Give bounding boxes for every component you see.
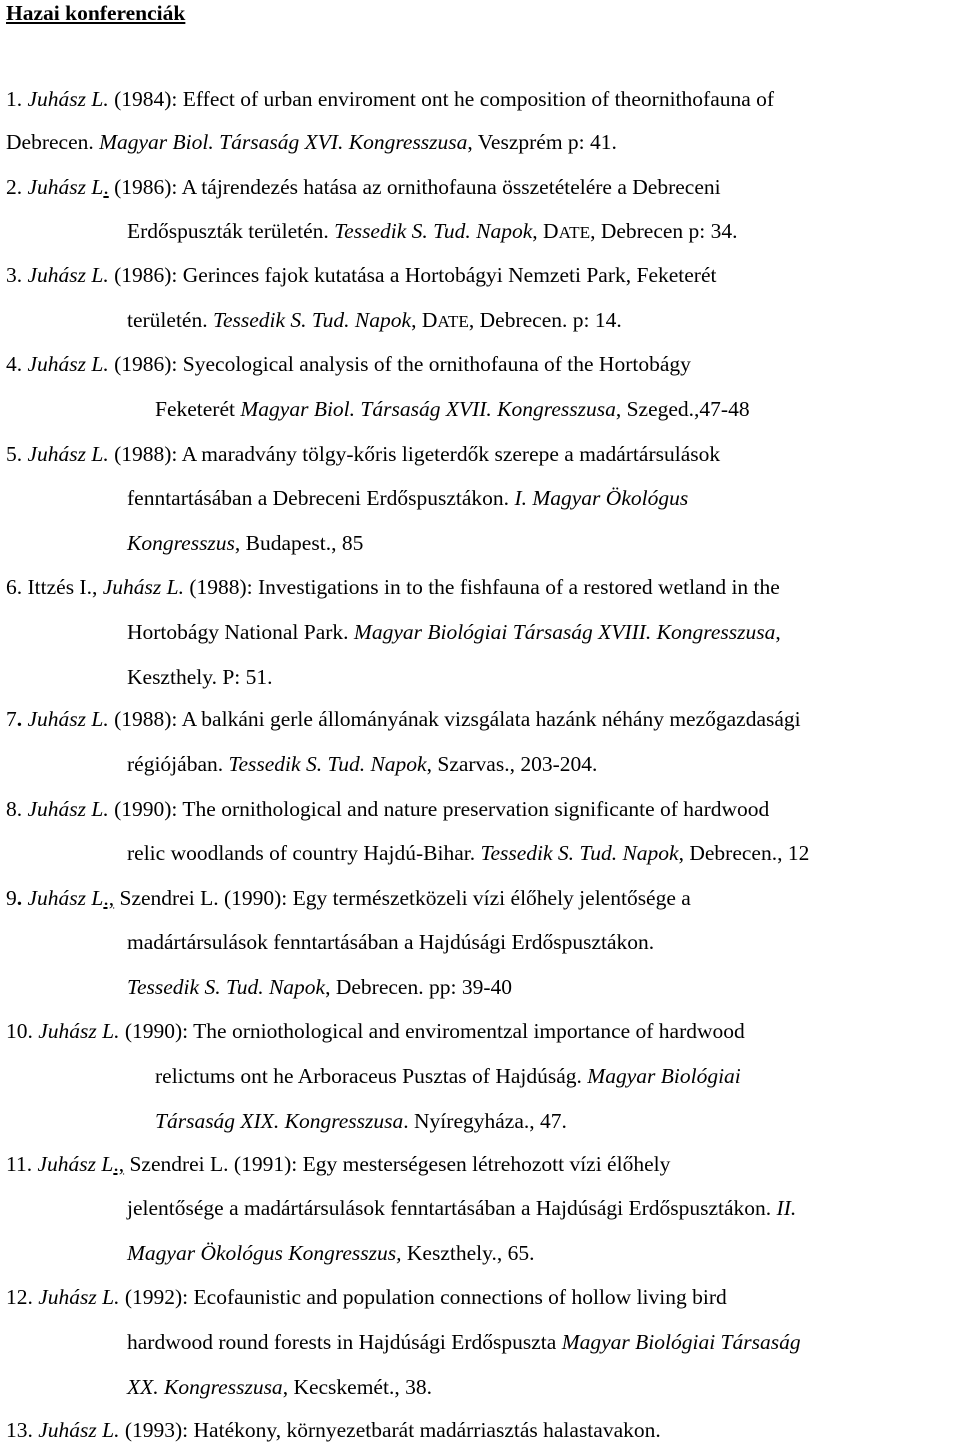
- reference-text: 1.: [6, 87, 28, 111]
- reference-text: 5.: [6, 442, 28, 466]
- reference-text: 11.: [6, 1152, 38, 1176]
- reference-text: Juhász L: [37, 1152, 114, 1176]
- reference-text: Tessedik S. Tud. Napok: [228, 752, 427, 776]
- reference-line: [127, 1329, 801, 1355]
- reference-text: Juhász L: [27, 886, 104, 910]
- reference-text: Magyar Biológiai Társaság: [561, 1330, 801, 1354]
- reference-text: ATE: [558, 223, 591, 242]
- reference-line: [127, 840, 809, 866]
- reference-text: Szendrei L. (1991): Egy mesterségesen létrehozott vízi élőhely: [124, 1152, 671, 1176]
- reference-text: hardwood round forests in Hajdúsági Erdőspuszta: [127, 1330, 562, 1354]
- reference-text: . Nyíregyháza., 47.: [403, 1109, 567, 1133]
- reference-text: ,: [775, 620, 781, 644]
- reference-text: Juhász L.: [27, 442, 109, 466]
- reference-text: (1986): Gerinces fajok kutatása a Hortobágyi Nemzeti Park, Feketerét: [108, 263, 717, 287]
- reference-line: [6, 1018, 745, 1044]
- reference-text: 8.: [6, 797, 28, 821]
- reference-text: Tessedik S. Tud. Napok: [212, 308, 412, 332]
- reference-line: [6, 441, 720, 467]
- reference-text: 13.: [6, 1418, 39, 1442]
- reference-text: (1986): A tájrendezés hatása az ornithofauna összetételére a Debreceni: [108, 175, 721, 199]
- reference-text: (1990): The ornithological and nature preservation significante of hardwood: [108, 797, 770, 821]
- reference-text: Szendrei L. (1990): Egy természetközeli vízi élőhely jelentősége a: [114, 886, 691, 910]
- reference-text: .,: [103, 886, 115, 910]
- reference-text: Feketerét: [155, 397, 241, 421]
- reference-line: [6, 796, 769, 822]
- reference-line: [127, 619, 781, 645]
- reference-text: , Veszprém p: 41.: [467, 130, 617, 154]
- reference-line: [6, 86, 774, 112]
- reference-line: [127, 485, 688, 511]
- reference-line: [127, 530, 363, 556]
- reference-text: Magyar Ökológus Kongresszus,: [127, 1241, 402, 1265]
- reference-text: Juhász L.: [27, 263, 109, 287]
- reference-text: I. Magyar Ökológus: [514, 486, 689, 510]
- reference-text: Juhász L.: [38, 1418, 120, 1442]
- section-heading: Hazai konferenciák: [6, 1, 186, 25]
- reference-text: , Debrecen., 12: [678, 841, 810, 865]
- reference-line: [127, 307, 622, 333]
- reference-text: 7: [6, 707, 17, 731]
- reference-text: Magyar Biológiai Társaság XVIII. Kongresszusa: [353, 620, 776, 644]
- reference-text: Magyar Biol. Társaság XVI. Kongresszusa: [99, 130, 468, 154]
- reference-line: [6, 262, 717, 288]
- reference-text: 10.: [6, 1019, 39, 1043]
- reference-text: II.: [776, 1196, 797, 1220]
- reference-line: [155, 1108, 567, 1134]
- reference-text: (1988): A maradvány tölgy-kőris ligeterdők szerepe a madártársulások: [108, 442, 721, 466]
- reference-text: Juhász L.: [38, 1285, 120, 1309]
- reference-text: relictums ont he Arboraceus Pusztas of Hajdúság.: [155, 1064, 588, 1088]
- reference-text: régiójában.: [127, 752, 229, 776]
- reference-text: (1984): Effect of urban enviroment ont he composition of theornithofauna of: [108, 87, 775, 111]
- reference-text: madártársulások fenntartásában a Hajdúsági Erdőspusztákon.: [127, 930, 655, 954]
- reference-line: [6, 1284, 727, 1310]
- reference-line: [6, 129, 617, 155]
- reference-text: 2.: [6, 175, 28, 199]
- reference-text: ATE: [437, 312, 469, 331]
- reference-text: , Szarvas., 203-204.: [426, 752, 598, 776]
- reference-line: [127, 1240, 534, 1266]
- reference-text: Keszthely. P: 51.: [127, 665, 273, 689]
- reference-line: [127, 1374, 432, 1400]
- reference-line: [6, 706, 801, 732]
- reference-text: (1990): The orniothological and enviromentzal importance of hardwood: [119, 1019, 745, 1043]
- reference-text: , D: [532, 219, 559, 243]
- reference-text: 12.: [6, 1285, 39, 1309]
- reference-line: [127, 1195, 796, 1221]
- reference-text: területén.: [127, 308, 213, 332]
- reference-text: Tessedik S. Tud. Napok: [480, 841, 679, 865]
- reference-text: Magyar Biol. Társaság XVII. Kongresszusa: [240, 397, 616, 421]
- reference-line: [127, 974, 512, 1000]
- reference-text: Debrecen.: [6, 130, 100, 154]
- reference-text: Juhász L.: [27, 707, 109, 731]
- reference-line: [127, 751, 597, 777]
- reference-line: [6, 1417, 661, 1443]
- reference-text: XX. Kongresszusa: [127, 1375, 283, 1399]
- reference-text: jelentősége a madártársulások fenntartásában a Hajdúsági Erdőspusztákon.: [127, 1196, 777, 1220]
- reference-line: [155, 1063, 741, 1089]
- reference-text: (1993): Hatékony, környezetbarát madárriasztás halastavakon.: [119, 1418, 661, 1442]
- reference-text: Kongresszus: [127, 531, 235, 555]
- reference-text: Keszthely., 65.: [401, 1241, 535, 1265]
- reference-line: [6, 885, 691, 911]
- reference-text: Juhász L.: [27, 87, 109, 111]
- reference-text: .: [103, 175, 109, 199]
- reference-text: relic woodlands of country Hajdú-Bihar.: [127, 841, 481, 865]
- reference-line: [127, 218, 738, 244]
- reference-line: [155, 396, 750, 422]
- reference-text: , Kecskemét., 38.: [282, 1375, 432, 1399]
- reference-text: Tessedik S. Tud. Napok: [127, 975, 326, 999]
- reference-text: 6. Ittzés I.,: [6, 575, 103, 599]
- reference-text: Társaság XIX. Kongresszusa: [155, 1109, 404, 1133]
- reference-text: , Debrecen. p: 14.: [468, 308, 622, 332]
- reference-text: Hortobágy National Park.: [127, 620, 354, 644]
- reference-text: Juhász L.: [27, 352, 109, 376]
- reference-line: [6, 351, 691, 377]
- reference-text: , Szeged.,47-48: [615, 397, 750, 421]
- reference-text: Tessedik S. Tud. Napok: [334, 219, 533, 243]
- reference-text: , D: [411, 308, 438, 332]
- reference-text: , Debrecen. pp: 39-40: [325, 975, 512, 999]
- reference-text: (1992): Ecofaunistic and population connections of hollow living bird: [119, 1285, 727, 1309]
- reference-text: (1988): A balkáni gerle állományának vizsgálata hazánk néhány mezőgazdasági: [108, 707, 801, 731]
- reference-text: 9: [6, 886, 17, 910]
- reference-text: .,: [113, 1152, 125, 1176]
- reference-text: .: [16, 886, 23, 910]
- reference-text: (1986): Syecological analysis of the ornithofauna of the Hortobágy: [108, 352, 691, 376]
- reference-line: [6, 174, 721, 200]
- reference-text: 3.: [6, 263, 28, 287]
- reference-text: .: [16, 707, 23, 731]
- reference-text: Juhász L: [27, 175, 104, 199]
- reference-text: , Debrecen p: 34.: [590, 219, 738, 243]
- reference-line: [6, 574, 780, 600]
- reference-line: [127, 664, 273, 690]
- reference-text: Erdőspuszták területén.: [127, 219, 335, 243]
- reference-text: Juhász L.: [102, 575, 184, 599]
- reference-line: [6, 1151, 670, 1177]
- reference-text: Juhász L.: [27, 797, 109, 821]
- reference-text: , Budapest., 85: [234, 531, 364, 555]
- reference-text: fenntartásában a Debreceni Erdőspusztákon.: [127, 486, 515, 510]
- reference-text: Magyar Biológiai: [587, 1064, 741, 1088]
- reference-text: (1988): Investigations in to the fishfauna of a restored wetland in the: [183, 575, 780, 599]
- reference-text: 4.: [6, 352, 28, 376]
- reference-text: Juhász L.: [38, 1019, 120, 1043]
- reference-line: [127, 929, 654, 955]
